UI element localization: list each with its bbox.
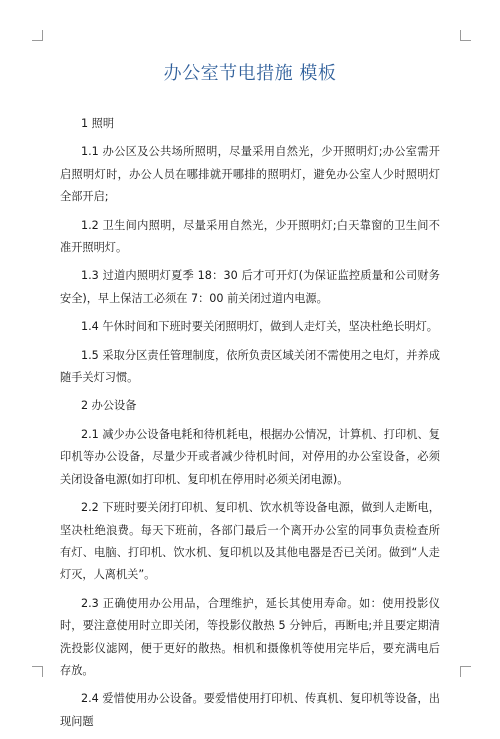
section-heading-lighting: 1 照明 xyxy=(81,117,115,130)
paragraph-2-4: 2.4 爱惜使用办公设备。要爱惜使用打印机、传真机、复印机等设备，出现问题 xyxy=(60,692,440,728)
corner-mark-top-left xyxy=(32,30,43,41)
paragraph-1-3: 1.3 过道内照明灯夏季 18：30 后才可开灯(为保证监控质量和公司财务安全)，早上保洁工必须在 7：00 前关闭过道内电源。 xyxy=(60,269,440,305)
paragraph-2-3: 2.3 正确使用办公用品，合理维护，延长其使用寿命。如：使用投影仪时，要注意使用时立即关闭，等投影仪散热 5 分钟后，再断电;并且要定期清洗投影仪滤网，便于更好的散热。相机和摄像机等使用完毕后，要充满电后存放。 xyxy=(60,596,440,677)
paragraph-1-1: 1.1 办公区及公共场所照明，尽量采用自然光，少开照明灯;办公室需开启照明灯时，办公人员在哪排就开哪排的照明灯，避免办公室人少时照明灯全部开启; xyxy=(60,145,440,204)
corner-mark-top-right xyxy=(460,30,471,41)
paragraph-2-2: 2.2 下班时要关闭打印机、复印机、饮水机等设备电源，做到人走断电，坚决杜绝浪费。每天下班前，各部门最后一个离开办公室的同事负责检查所有灯、电脑、打印机、饮水机、复印机以及其他电器是否已关闭。做到“人走灯灭，人离机关”。 xyxy=(60,501,440,582)
section-heading-office-equipment: 2 办公设备 xyxy=(81,399,137,413)
document-body xyxy=(60,113,440,739)
paragraph-1-4: 1.4 午休时间和下班时要关闭照明灯，做到人走灯关，坚决杜绝长明灯。 xyxy=(81,320,438,334)
paragraph-1-2: 1.2 卫生间内照明，尽量采用自然光，少开照明灯;白天靠窗的卫生间不准开照明灯。 xyxy=(60,218,440,255)
paragraph-2-1: 2.1 减少办公设备电耗和待机耗电，根据办公情况，计算机、打印机、复印机等办公设备，尽量少开或者减少待机时间，对停用的办公室设备，必须关闭设备电源(如打印机、复印机在停用时必须关闭电源)。 xyxy=(60,427,440,486)
corner-mark-bottom-left xyxy=(32,666,43,677)
paragraph-1-5: 1.5 采取分区责任管理制度，依所负责区域关闭不需使用之电灯，并养成随手关灯习惯。 xyxy=(60,348,440,385)
document-title: 办公室节电措施 模板 xyxy=(163,63,337,84)
corner-mark-bottom-right xyxy=(460,666,471,677)
